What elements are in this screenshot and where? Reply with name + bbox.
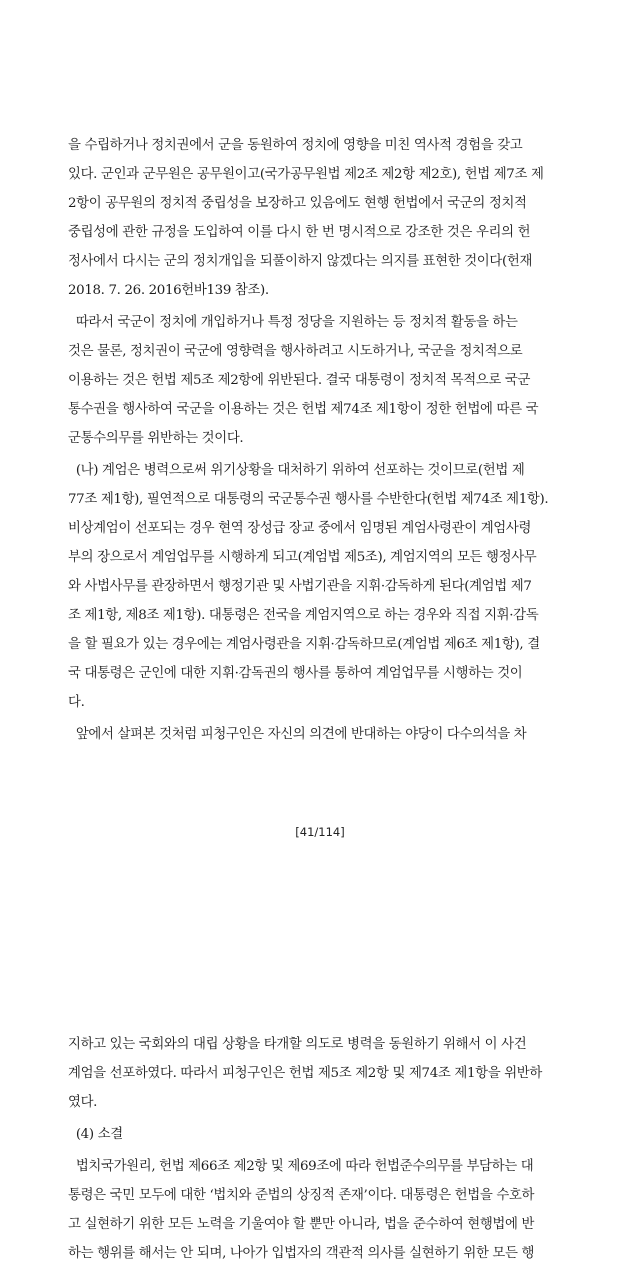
- text-line: 계엄을 선포하였다. 따라서 피청구인은 헌법 제5조 제2항 및 제74조 제1항을 위반하: [68, 1066, 542, 1081]
- document-body-bottom: [68, 1030, 574, 1268]
- text-line: 을 할 필요가 있는 경우에는 계엄사령관을 지휘·감독하므로(계엄법 제6조 제1항), 결: [68, 637, 540, 652]
- text-line: 하는 행위를 해서는 안 되며, 나아가 입법자의 객관적 의사를 실현하기 위한 모든 행: [68, 1246, 535, 1261]
- text-line: 다.: [68, 695, 85, 710]
- text-line: 였다.: [68, 1095, 98, 1110]
- text-line: 와 사법사무를 관장하면서 행정기관 및 사법기관을 지휘·감독하게 된다(계엄법 제7: [68, 579, 532, 594]
- text-line: 통령은 국민 모두에 대한 ‘법치와 준법의 상징적 존재’이다. 대통령은 헌법을 수호하: [68, 1188, 535, 1203]
- page-number: [41/114]: [295, 825, 345, 839]
- text-line: 77조 제1항), 필연적으로 대통령의 국군통수권 행사를 수반한다(헌법 제74조 제1항).: [68, 492, 549, 507]
- text-line: 2018. 7. 26. 2016헌바139 참조).: [68, 283, 269, 298]
- text-line: 이용하는 것은 헌법 제5조 제2항에 위반된다. 결국 대통령이 정치적 목적으로 국군: [68, 373, 531, 388]
- text-line: 따라서 국군이 정치에 개입하거나 특정 정당을 지원하는 등 정치적 활동을 하는: [68, 315, 518, 330]
- text-line: 있다. 군인과 군무원은 공무원이고(국가공무원법 제2조 제2항 제2호), 헌법 제7조 제: [68, 167, 544, 182]
- text-line: 군통수의무를 위반하는 것이다.: [68, 431, 244, 446]
- text-line: 조 제1항, 제8조 제1항). 대통령은 전국을 계엄지역으로 하는 경우와 직접 지휘·감독: [68, 608, 539, 623]
- text-line: (나) 계엄은 병력으로써 위기상황을 대처하기 위하여 선포하는 것이므로(헌법 제: [68, 463, 525, 478]
- text-line: 중립성에 관한 규정을 도입하여 이를 다시 한 번 명시적으로 강조한 것은 우리의 헌: [68, 225, 531, 240]
- text-line: 앞에서 살펴본 것처럼 피청구인은 자신의 의견에 반대하는 야당이 다수의석을 차: [68, 727, 527, 742]
- text-line: 비상계엄이 선포되는 경우 현역 장성급 장교 중에서 임명된 계엄사령관이 계엄사령: [68, 521, 532, 536]
- text-line: 통수권을 행사하여 국군을 이용하는 것은 헌법 제74조 제1항이 정한 헌법에 따른 국: [68, 402, 539, 417]
- text-line: 법치국가원리, 헌법 제66조 제2항 및 제69조에 따라 헌법준수의무를 부담하는 대: [68, 1159, 534, 1174]
- text-line: 지하고 있는 국회와의 대립 상황을 타개할 의도로 병력을 동원하기 위해서 이 사건: [68, 1037, 527, 1052]
- text-line: 정사에서 다시는 군의 정치개입을 되풀이하지 않겠다는 의지를 표현한 것이다(헌재: [68, 254, 533, 269]
- text-line: 국 대통령은 군인에 대한 지휘·감독권의 행사를 통하여 계엄업무를 시행하는 것이: [68, 666, 523, 681]
- text-line: 2항이 공무원의 정치적 중립성을 보장하고 있음에도 현행 헌법에서 국군의 정치적: [68, 196, 527, 211]
- text-line: 고 실현하기 위한 모든 노력을 기울여야 할 뿐만 아니라, 법을 준수하여 현행법에 반: [68, 1217, 535, 1232]
- text-line: 부의 장으로서 계엄업무를 시행하게 되고(계엄법 제5조), 계엄지역의 모든 행정사무: [68, 550, 537, 565]
- document-body-top: [68, 131, 574, 749]
- text-line: 것은 물론, 정치권이 국군에 영향력을 행사하려고 시도하거나, 국군을 정치적으로: [68, 344, 523, 359]
- text-line: 을 수립하거나 정치권에서 군을 동원하여 정치에 영향을 미친 역사적 경험을 갖고: [68, 138, 523, 153]
- section-heading: (4) 소결: [68, 1127, 123, 1142]
